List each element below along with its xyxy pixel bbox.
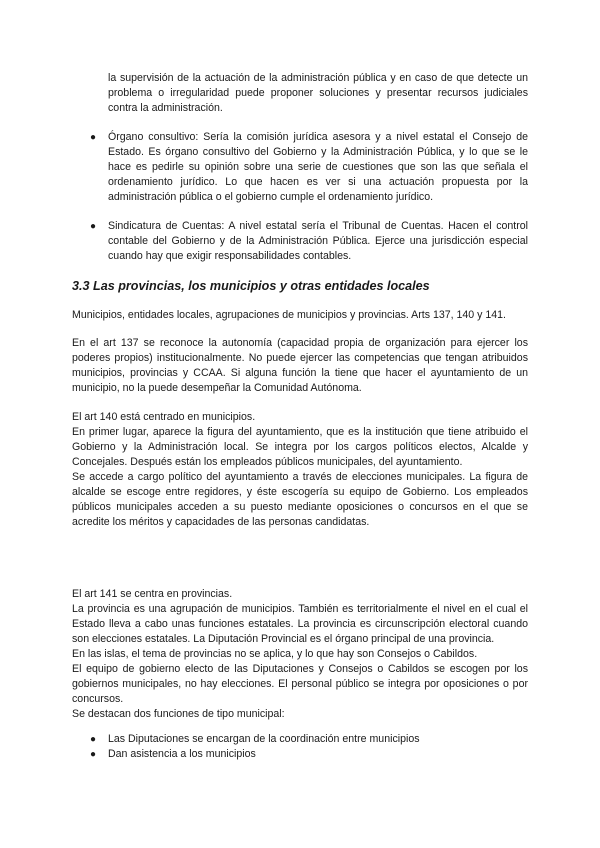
bullet-text: Dan asistencia a los municipios: [108, 748, 256, 760]
art140-intro: El art 140 está centrado en municipios.: [72, 411, 256, 423]
bullet-marker: ●: [90, 221, 97, 232]
art141-paragraph-1: La provincia es una agrupación de municipios. También es territorialmente el nivel en el cual el Estado lleva a cabo unas funciones estatales. La provincia es circunscripción electoral cuando son elecciones estatales. La Diputación Provincial es el órgano principal de una provincia.: [72, 603, 528, 645]
art141-intro: El art 141 se centra en provincias.: [72, 588, 233, 600]
bullet-marker: ●: [90, 734, 97, 745]
paragraph-art137: En el art 137 se reconoce la autonomía (capacidad propia de organización para ejercer los poderes propios) institucionalmente. No puede ejercer las competencias que tengan atribuidos municipios, provincias y CCAA. Si alguna función la tiene que hacer el ayuntamiento de un municipio, no la puede desempeñar la Comunidad Autónoma.: [72, 337, 528, 394]
bullet-marker: ●: [90, 749, 97, 760]
art140-paragraph-2: Se accede a cargo político del ayuntamiento a través de elecciones municipales. La figura de alcalde se escoge entre regidores, y éste escogería su equipo de Gobierno. Los empleados públicos municipales acceden a su puesto mediante oposiciones o concursos en el que se acredite los méritos y capacidades de las personas candidatas.: [72, 471, 528, 528]
bullet-text: Las Diputaciones se encargan de la coordinación entre municipios: [108, 733, 420, 745]
bullet-item-coordinacion: [90, 732, 528, 747]
section-heading: 3.3 Las provincias, los municipios y otras entidades locales: [72, 279, 430, 293]
bullet-marker: ●: [90, 132, 97, 143]
art140-paragraph-1: En primer lugar, aparece la figura del ayuntamiento, que es la institución que tiene atribuido el Gobierno y la Administración local. Se integra por los cargos políticos electos, Alcalde y Concejales. Después están los empleados públicos municipales, del ayuntamiento.: [72, 426, 528, 468]
paragraph-entities: Municipios, entidades locales, agrupaciones de municipios y provincias. Arts 137, 140 y 141.: [72, 309, 507, 321]
art141-block: [72, 587, 528, 722]
intro-paragraph: la supervisión de la actuación de la administración pública y en caso de que detecte un problema o irregularidad puede proponer soluciones y presentar recursos judiciales contra la administración.: [108, 72, 528, 114]
art141-paragraph-2: En las islas, el tema de provincias no se aplica, y lo que hay son Consejos o Cabildos.: [72, 648, 478, 660]
bullet-item-asistencia: [90, 747, 528, 762]
bullet-text: Órgano consultivo: Sería la comisión jurídica asesora y a nivel estatal el Consejo de Estado. Es órgano consultivo del Gobierno y la Administración Pública, y lo que se le hace es pedirle su opinión sobre una serie de cuestiones que son las que señala el ordenamiento jurídico. Lo que hacen es ver si una actuación propuesta por la administración pública o el gobierno cumple el ordenamiento jurídico.: [108, 131, 528, 203]
art141-paragraph-3: El equipo de gobierno electo de las Diputaciones y Consejos o Cabildos se escogen por los gobiernos municipales, no hay elecciones. El personal público se integra por oposiciones o por concursos.: [72, 663, 528, 705]
bullet-item-sindicatura: [90, 219, 528, 264]
art140-block: [72, 410, 528, 530]
bullet-text: Sindicatura de Cuentas: A nivel estatal sería el Tribunal de Cuentas. Hacen el control contable del Gobierno y de la Administración Pública. Ejerce una jurisdicción especial cuando hay que exigir responsabilidades contables.: [108, 220, 528, 262]
art141-paragraph-4: Se destacan dos funciones de tipo municipal:: [72, 708, 285, 720]
bullet-item-organo-consultivo: [90, 130, 528, 205]
